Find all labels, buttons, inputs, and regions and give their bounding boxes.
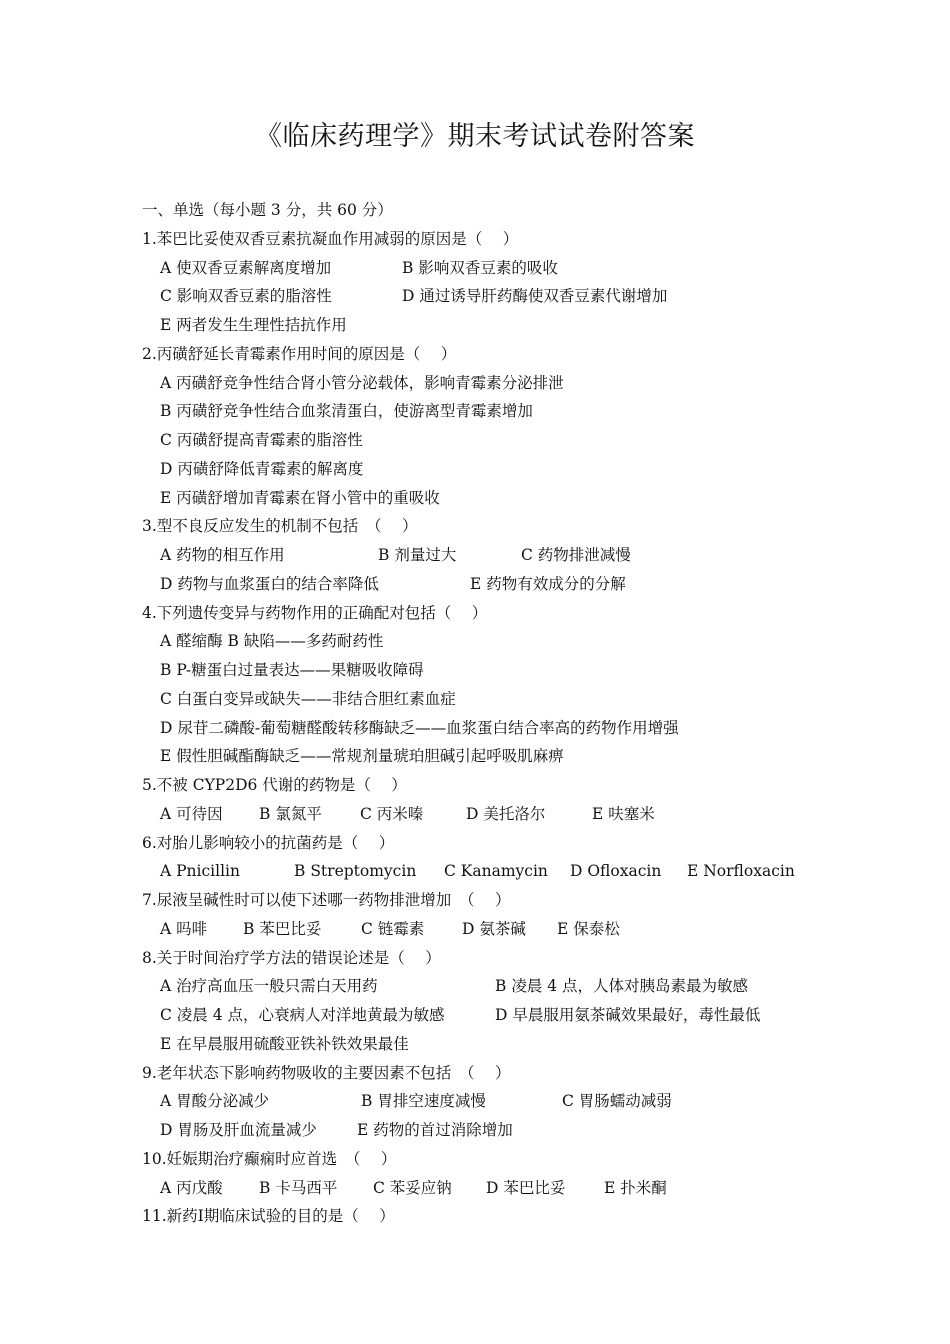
option-row [142, 570, 932, 599]
option[interactable]: A 丙磺舒竞争性结合肾小管分泌载体，影响青霉素分泌排泄 [160, 373, 564, 392]
option-row [142, 426, 932, 455]
option[interactable]: A 吗啡 [160, 919, 208, 938]
question-list [142, 196, 932, 1231]
option-row [142, 369, 932, 398]
option[interactable]: A 醛缩酶 B 缺陷——多药耐药性 [160, 632, 384, 651]
option[interactable]: D 氨茶碱 [462, 919, 526, 938]
option[interactable]: C 链霉素 [361, 919, 425, 938]
option-row [142, 311, 932, 340]
option-row [142, 685, 932, 714]
option-row [142, 484, 932, 513]
option-row [142, 1030, 932, 1059]
question-stem: 10.妊娠期治疗癫痫时应首选 （ ） [142, 1149, 397, 1168]
option[interactable]: D 丙磺舒降低青霉素的解离度 [160, 459, 364, 478]
option[interactable]: B 丙磺舒竞争性结合血浆清蛋白，使游离型青霉素增加 [160, 402, 533, 421]
question-stem: 2.丙磺舒延长青霉素作用时间的原因是（ ） [142, 344, 457, 363]
option[interactable]: B 凌晨 4 点，人体对胰岛素最为敏感 [495, 977, 749, 996]
option[interactable]: E Norfloxacin [687, 862, 795, 881]
option[interactable]: B Streptomycin [294, 862, 417, 881]
option[interactable]: B 氯氮平 [259, 804, 322, 823]
option[interactable]: B 胃排空速度减慢 [361, 1092, 486, 1111]
option[interactable]: C 苯妥应钠 [373, 1178, 452, 1197]
option[interactable]: C 丙米嗪 [360, 804, 424, 823]
option[interactable]: B P-糖蛋白过量表达——果糖吸收障碍 [160, 661, 424, 679]
option[interactable]: E 丙磺舒增加青霉素在肾小管中的重吸收 [160, 488, 440, 507]
option[interactable]: C 丙磺舒提高青霉素的脂溶性 [160, 431, 363, 449]
option[interactable]: C 白蛋白变异或缺失——非结合胆红素血症 [160, 689, 456, 708]
option[interactable]: D 美托洛尔 [466, 804, 546, 823]
option[interactable]: C Kanamycin [444, 862, 548, 881]
option-row [142, 800, 932, 829]
question-stem: 11.新药Ⅰ期临床试验的目的是（ ） [142, 1207, 395, 1226]
option[interactable]: B 影响双香豆素的吸收 [402, 258, 558, 277]
option-row [142, 857, 932, 886]
option-row [142, 397, 932, 426]
option-row [142, 1116, 932, 1145]
option-row [142, 656, 932, 685]
option[interactable]: E 保泰松 [557, 919, 620, 938]
option[interactable]: A 胃酸分泌减少 [160, 1092, 270, 1111]
option[interactable]: E 呋塞米 [592, 804, 655, 823]
option[interactable]: D 通过诱导肝药酶使双香豆素代谢增加 [402, 287, 668, 306]
option[interactable]: A 可待因 [160, 804, 223, 823]
option-row [142, 972, 932, 1001]
option[interactable]: E 扑米酮 [604, 1178, 667, 1197]
option[interactable]: A 治疗高血压一般只需白天用药 [160, 977, 378, 996]
option[interactable]: C 影响双香豆素的脂溶性 [160, 287, 332, 306]
option[interactable]: E 两者发生生理性拮抗作用 [160, 316, 347, 334]
question-stem: 5.不被 CYP2D6 代谢的药物是（ ） [142, 776, 407, 794]
option-row [142, 1001, 932, 1030]
option[interactable]: A 使双香豆素解离度增加 [160, 258, 332, 277]
option[interactable]: E 药物的首过消除增加 [357, 1121, 513, 1139]
option-row [142, 742, 932, 771]
question-stem: 9.老年状态下影响药物吸收的主要因素不包括 （ ） [142, 1063, 511, 1082]
option-row [142, 915, 932, 944]
option[interactable]: B 苯巴比妥 [243, 919, 322, 938]
option[interactable]: B 剂量过大 [378, 546, 457, 564]
option[interactable]: D Ofloxacin [570, 862, 662, 881]
option[interactable]: C 药物排泄减慢 [521, 546, 631, 564]
option[interactable]: D 尿苷二磷酸-葡萄糖醛酸转移酶缺乏——血浆蛋白结合率高的药物作用增强 [160, 718, 679, 737]
question-stem: 4.下列遗传变异与药物作用的正确配对包括（ ） [142, 603, 488, 622]
option[interactable]: B 卡马西平 [259, 1178, 338, 1197]
question-stem: 8.关于时间治疗学方法的错误论述是（ ） [142, 948, 441, 967]
option-row [142, 714, 932, 743]
option[interactable]: C 胃肠蠕动减弱 [562, 1092, 672, 1111]
option-row [142, 282, 932, 311]
option[interactable]: D 胃肠及肝血流量减少 [160, 1121, 317, 1139]
question-stem: 7.尿液呈碱性时可以使下述哪一药物排泄增加 （ ） [142, 891, 511, 909]
option-row [142, 455, 932, 484]
page-title: 《临床药理学》期末考试试卷附答案 [255, 121, 695, 152]
option-row [142, 541, 932, 570]
option[interactable]: A 药物的相互作用 [160, 546, 285, 564]
option[interactable]: C 凌晨 4 点，心衰病人对洋地黄最为敏感 [160, 1006, 445, 1024]
option[interactable]: E 假性胆碱酯酶缺乏——常规剂量琥珀胆碱引起呼吸肌麻痹 [160, 747, 564, 766]
option[interactable]: E 药物有效成分的分解 [470, 574, 626, 593]
question-stem: 3.型不良反应发生的机制不包括 （ ） [142, 517, 418, 536]
option[interactable]: A 丙戊酸 [160, 1178, 223, 1197]
option[interactable]: D 苯巴比妥 [486, 1178, 566, 1197]
option[interactable]: E 在早晨服用硫酸亚铁补铁效果最佳 [160, 1034, 409, 1053]
section-heading: 一、单选（每小题 3 分，共 60 分） [142, 201, 393, 219]
option-row [142, 627, 932, 656]
option[interactable]: D 药物与血浆蛋白的结合率降低 [160, 574, 379, 593]
question-stem: 1.苯巴比妥使双香豆素抗凝血作用减弱的原因是（ ） [142, 229, 519, 248]
option-row [142, 254, 932, 283]
option-row [142, 1174, 932, 1203]
question-stem: 6.对胎儿影响较小的抗菌药是（ ） [142, 833, 395, 852]
option[interactable]: A Pnicillin [160, 862, 240, 881]
option[interactable]: D 早晨服用氨茶碱效果最好，毒性最低 [495, 1006, 761, 1024]
option-row [142, 1087, 932, 1116]
